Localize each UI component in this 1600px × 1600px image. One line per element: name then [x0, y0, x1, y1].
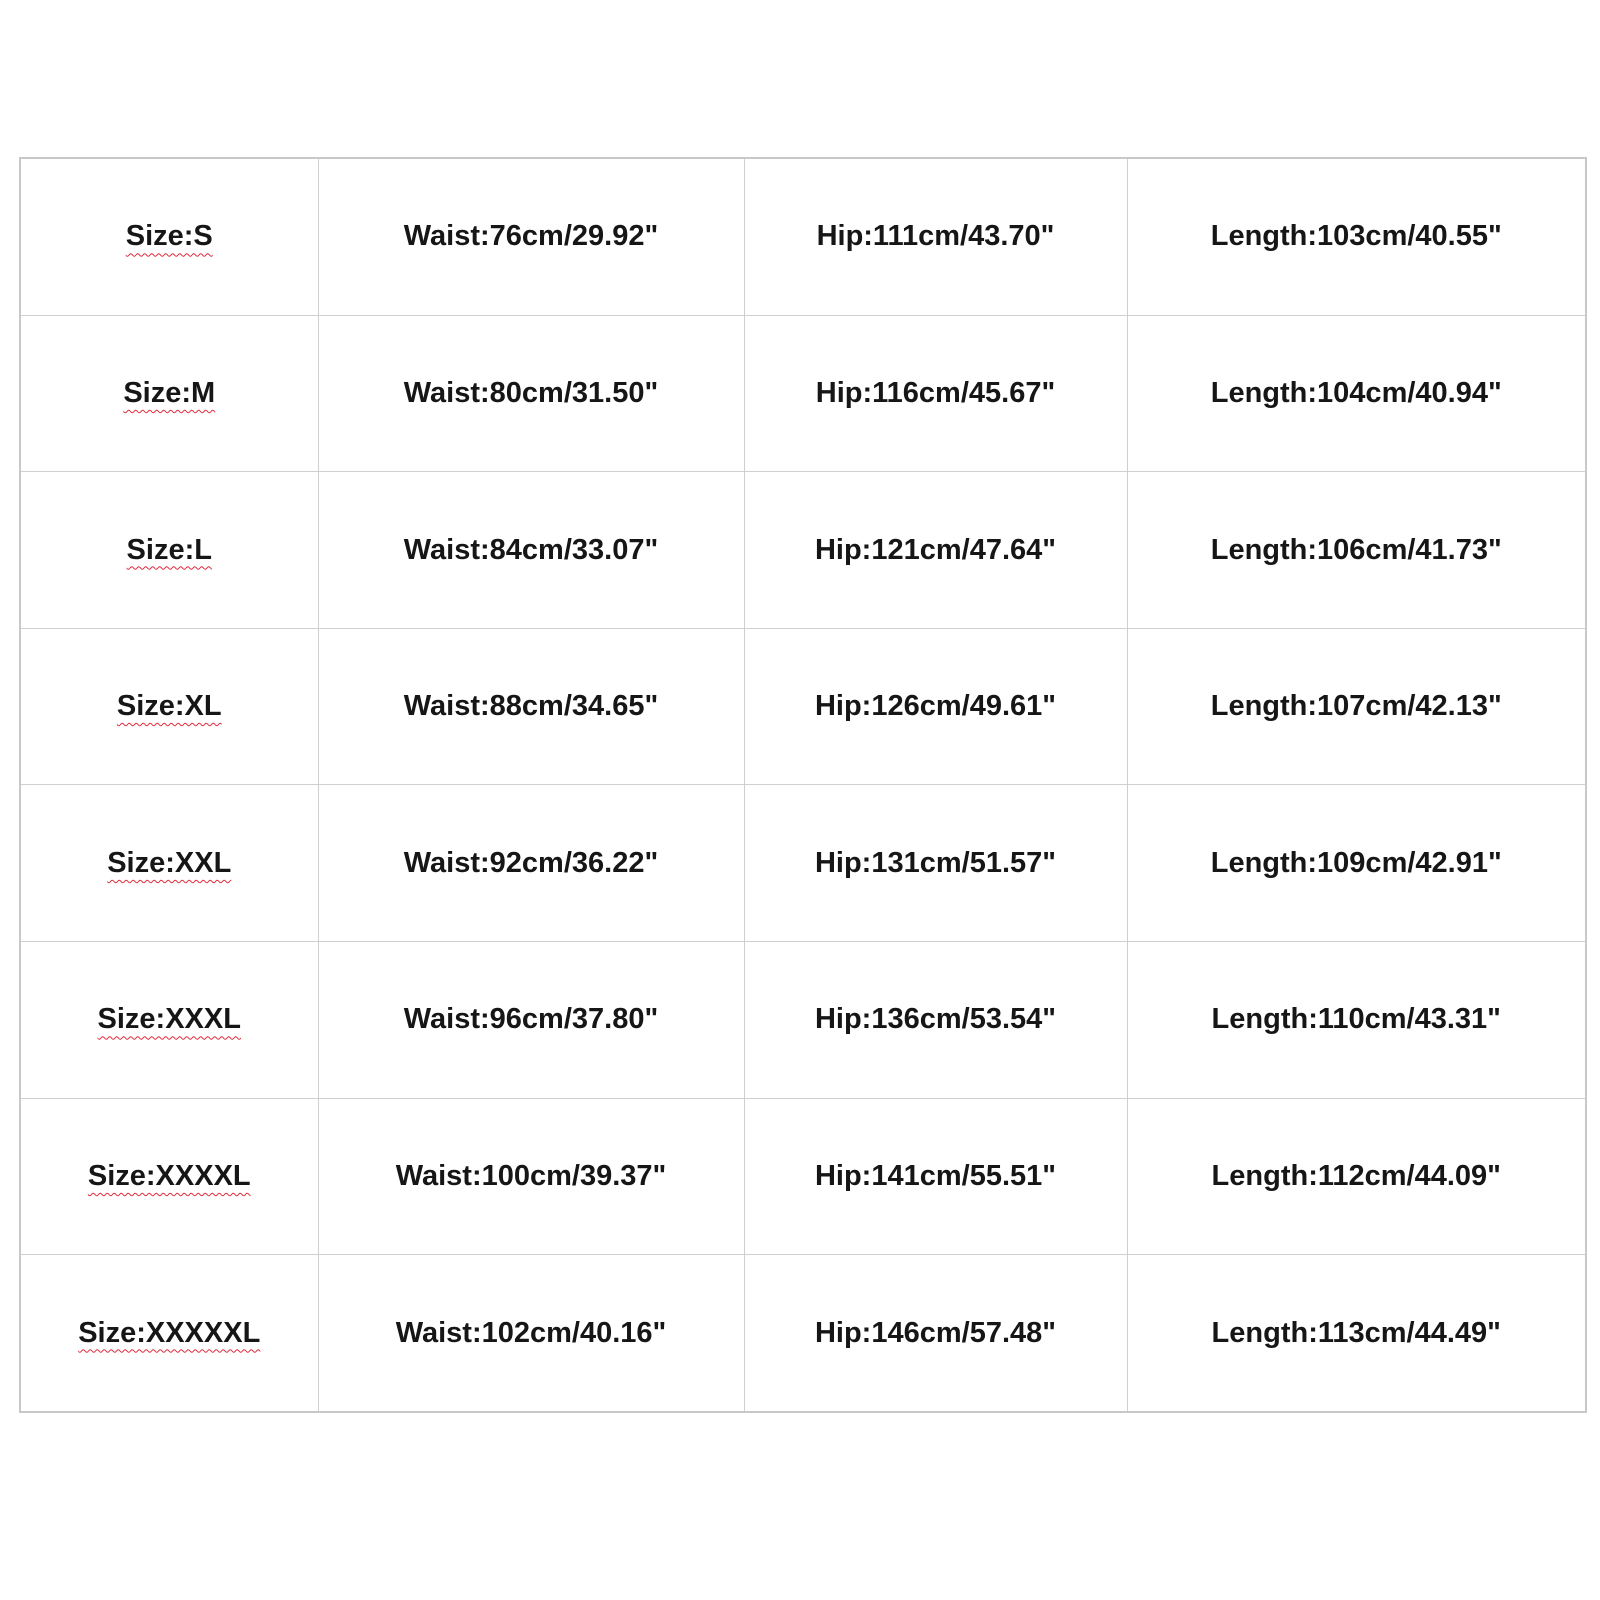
waist-cell: Waist:96cm/37.80" — [318, 942, 744, 1099]
length-cell: Length:110cm/43.31" — [1127, 942, 1586, 1099]
size-label: Size:L — [126, 533, 212, 566]
waist-cell: Waist:100cm/39.37" — [318, 1098, 744, 1255]
hip-cell: Hip:131cm/51.57" — [744, 785, 1127, 942]
hip-cell: Hip:111cm/43.70" — [744, 158, 1127, 315]
table-row — [20, 785, 1586, 942]
size-label: Size:XL — [116, 690, 222, 723]
table-row — [20, 315, 1586, 472]
size-cell — [20, 158, 318, 315]
length-cell: Length:104cm/40.94" — [1127, 315, 1586, 472]
size-chart-table — [19, 157, 1587, 1413]
table-row — [20, 628, 1586, 785]
size-label: Size:XXXXL — [87, 1159, 251, 1192]
length-cell: Length:106cm/41.73" — [1127, 472, 1586, 629]
size-label: Size:XXXXXL — [78, 1316, 261, 1349]
size-cell — [20, 942, 318, 1099]
size-cell — [20, 1098, 318, 1255]
table-row — [20, 1255, 1586, 1412]
table-row — [20, 1098, 1586, 1255]
table-row — [20, 942, 1586, 1099]
length-cell: Length:113cm/44.49" — [1127, 1255, 1586, 1412]
length-cell: Length:107cm/42.13" — [1127, 628, 1586, 785]
hip-cell: Hip:136cm/53.54" — [744, 942, 1127, 1099]
size-label: Size:XXL — [107, 846, 232, 879]
waist-cell: Waist:80cm/31.50" — [318, 315, 744, 472]
length-cell: Length:112cm/44.09" — [1127, 1098, 1586, 1255]
size-label: Size:M — [123, 376, 216, 409]
waist-cell: Waist:84cm/33.07" — [318, 472, 744, 629]
waist-cell: Waist:76cm/29.92" — [318, 158, 744, 315]
length-cell: Length:103cm/40.55" — [1127, 158, 1586, 315]
hip-cell: Hip:121cm/47.64" — [744, 472, 1127, 629]
waist-cell: Waist:102cm/40.16" — [318, 1255, 744, 1412]
table-row — [20, 472, 1586, 629]
waist-cell: Waist:88cm/34.65" — [318, 628, 744, 785]
size-cell — [20, 628, 318, 785]
waist-cell: Waist:92cm/36.22" — [318, 785, 744, 942]
size-cell — [20, 472, 318, 629]
length-cell: Length:109cm/42.91" — [1127, 785, 1586, 942]
size-label: Size:S — [125, 220, 213, 253]
hip-cell: Hip:141cm/55.51" — [744, 1098, 1127, 1255]
table-row — [20, 158, 1586, 315]
hip-cell: Hip:126cm/49.61" — [744, 628, 1127, 785]
hip-cell: Hip:146cm/57.48" — [744, 1255, 1127, 1412]
size-label: Size:XXXL — [97, 1003, 241, 1036]
size-cell — [20, 315, 318, 472]
size-cell — [20, 1255, 318, 1412]
hip-cell: Hip:116cm/45.67" — [744, 315, 1127, 472]
size-cell — [20, 785, 318, 942]
